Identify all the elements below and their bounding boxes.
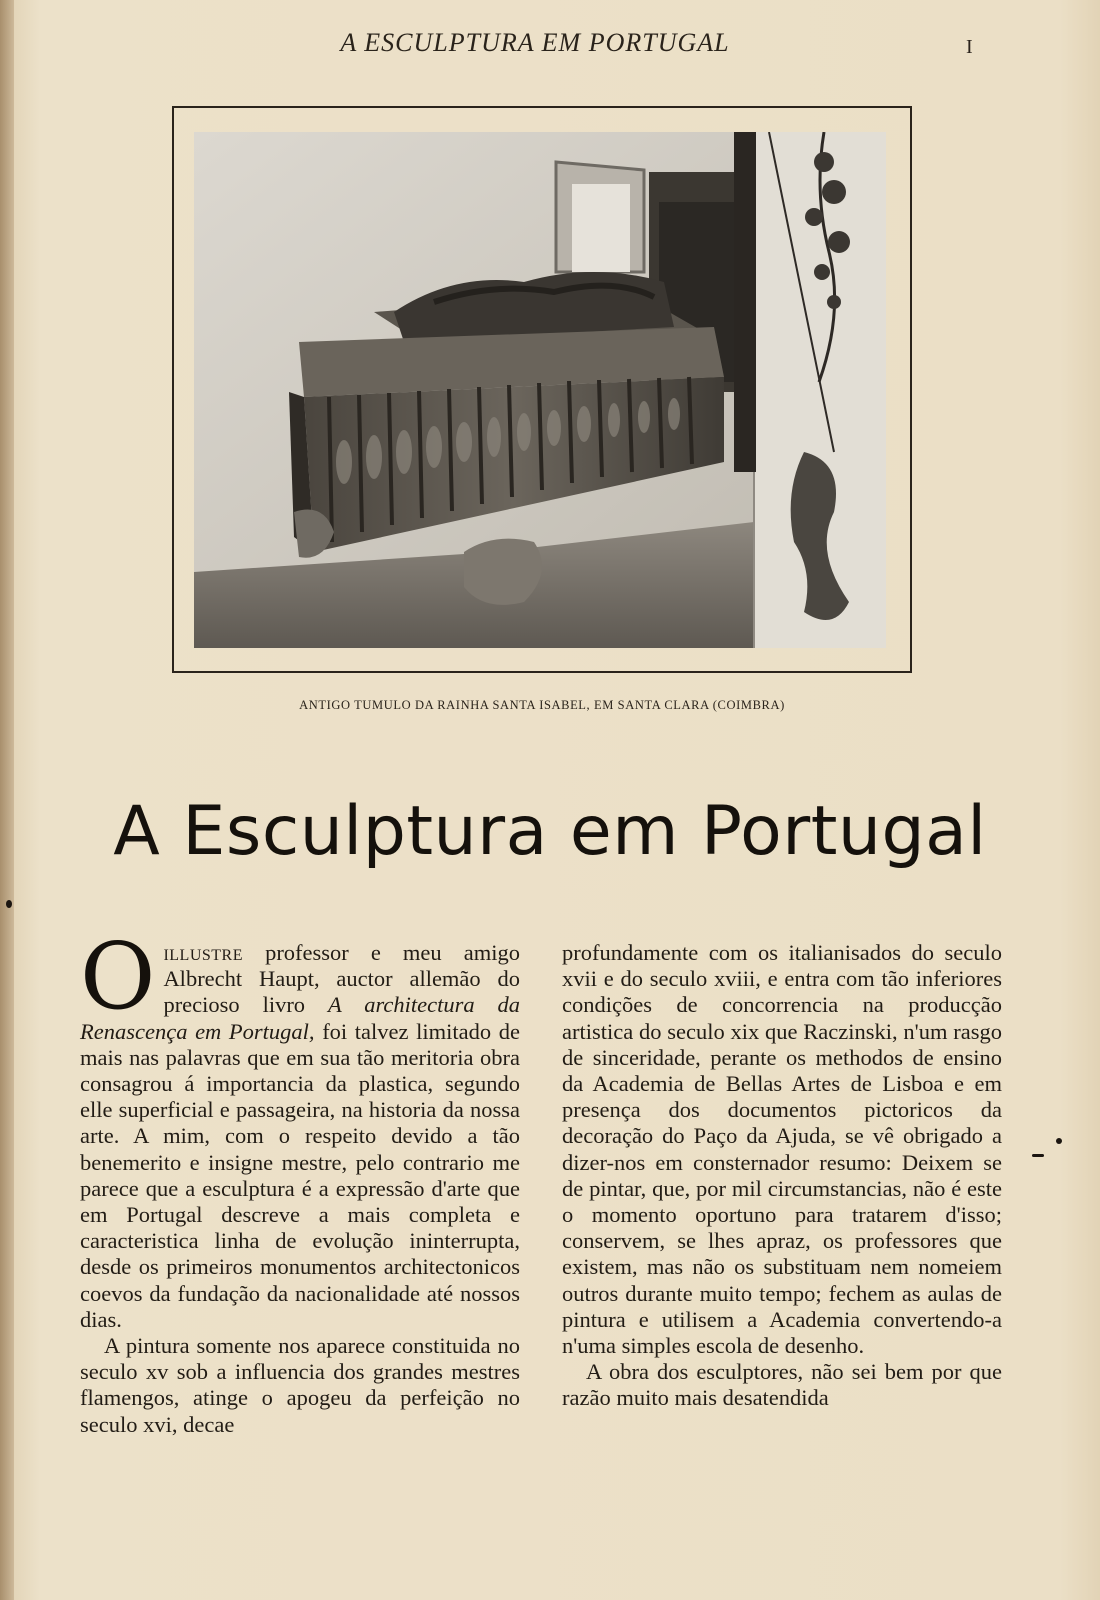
article-title: A Esculptura em Portugal <box>113 792 987 871</box>
tomb-photograph <box>194 132 886 648</box>
left-paragraph-1 <box>80 923 521 1333</box>
figure-caption: ANTIGO TUMULO DA RAINHA SANTA ISABEL, EM SANTA CLARA (COIMBRA) <box>299 698 785 712</box>
edge-mark <box>6 900 12 908</box>
right-paragraph-1: profundamente com os italianisados do seculo xvii e do seculo xviii, e entra com tão inferiores condições de concorrencia na producção artistica do seculo xix que Raczinski, n'um rasgo de sinceridade, perante os methodos de ensino da Academia de Bellas Artes de Lisboa e em presença dos documentos pictoricos da decoração do Paço da Ajuda, se vê obrigado a dizer-nos em consternador resumo: Deixem se de pintar, que, por mil circumstancias, não é este o momento oportuno para tratarem d'isso; conservem, se lhes apraz, os professores que existem, mas não os substituam nem nomeiem outros durante muito tempo; fechem as aulas de pintura e utilisem a Academia convertendo-a n'uma simples escola de desenho. <box>562 940 1002 1359</box>
left-p1-text-a: professor e meu amigo Albrecht Haupt, auctor allemão do precioso livro <box>163 940 520 1018</box>
left-paragraph-2: A pintura somente nos aparece constituida no seculo xv sob a influencia dos grandes mestres flamengos, atinge o apogeu da perfeição no seculo xvi, decae <box>80 1333 520 1437</box>
book-title: A architectura da Renascença em Portugal, <box>80 992 521 1044</box>
drop-cap: O <box>80 923 156 1030</box>
running-head: A ESCULPTURA EM PORTUGAL <box>340 28 730 57</box>
ink-mark <box>1032 1154 1044 1157</box>
page-number: I <box>966 36 973 58</box>
left-p1-text-b: foi talvez limitado de mais nas palavras que em sua tão meritoria obra consagrou á importancia da plastica, segundo elle superficial e passageira, na historia da nossa arte. A mim, com o respeito devido a tão benemerito e insigne mestre, pelo contrario me parece que a esculptura é a expressão d'arte que em Portugal descreve a mais completa e caracteristica linha de evolução ininterrupta, desde os primeiros monumentos architectonicos coevos da fundação da nacionalidade até nossos dias. <box>80 1018 520 1332</box>
ink-spot <box>1056 1138 1062 1144</box>
page-spine-edge <box>0 0 14 1600</box>
left-column <box>80 923 521 1438</box>
tomb-illustration <box>194 132 886 648</box>
right-column <box>562 940 1002 1412</box>
right-paragraph-2: A obra dos esculptores, não sei bem por que razão muito mais desatendida <box>562 1359 1002 1411</box>
smallcaps-opening: illustre <box>163 940 243 965</box>
